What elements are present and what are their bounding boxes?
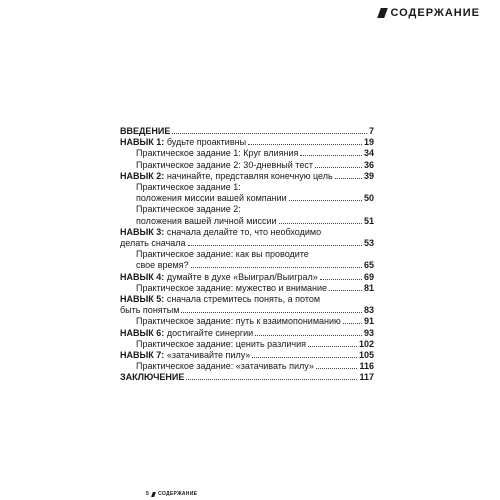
toc-dot-leader <box>316 368 358 369</box>
toc-entry-heading: НАВЫК 6: <box>120 327 165 338</box>
toc-entry-text: Практическое задание 2: <box>136 204 241 215</box>
toc-entry-label <box>136 339 306 350</box>
toc-dot-leader <box>289 200 362 201</box>
toc-entry <box>120 249 374 260</box>
toc-entry-text: делать сначала <box>120 238 186 249</box>
toc-entry <box>120 283 374 294</box>
page-number: 5 <box>146 491 150 497</box>
toc-entry <box>120 361 374 372</box>
toc-dot-leader <box>248 144 362 145</box>
toc-entry-text: Практическое задание: «затачивать пилу» <box>136 361 314 372</box>
toc-dot-leader <box>315 167 362 168</box>
toc-entry-label <box>120 328 253 339</box>
toc-page-number: 53 <box>363 238 374 249</box>
toc-entry-label <box>136 283 327 294</box>
toc-entry-label <box>120 126 170 137</box>
toc-entry-text: сначала делайте то, что необходимо <box>164 226 322 237</box>
toc-entry-text: думайте в духе «Выиграл/Выиграл» <box>164 271 318 282</box>
toc-entry-text: свое время? <box>136 260 189 271</box>
slash-mark-icon <box>378 8 389 18</box>
toc-entry-text: «затачивайте пилу» <box>164 350 251 361</box>
toc-entry-heading: ЗАКЛЮЧЕНИЕ <box>120 372 185 383</box>
toc-entry <box>120 238 374 249</box>
toc-entry <box>120 260 374 271</box>
toc-entry <box>120 148 374 159</box>
toc-page-number: 51 <box>363 215 374 226</box>
toc-entry-text: положения вашей личной миссии <box>136 215 277 226</box>
toc-page-number: 19 <box>363 137 374 148</box>
toc-entry-label <box>136 249 309 260</box>
toc-entry-label <box>120 350 250 361</box>
toc-entry <box>120 126 374 137</box>
toc-entry-text: Практическое задание 2: 30-дневный тест <box>136 159 313 170</box>
toc-entry-text: Практическое задание: ценить различия <box>136 338 306 349</box>
toc-page-number: 69 <box>363 271 374 282</box>
toc-page-number: 117 <box>359 372 374 383</box>
toc-dot-leader <box>343 323 362 324</box>
toc-page-number: 102 <box>358 338 374 349</box>
toc-page-number: 50 <box>363 193 374 204</box>
toc-entry-label <box>120 238 186 249</box>
toc-entry-label <box>136 182 241 193</box>
toc-entry-text: положения миссии вашей компании <box>136 193 287 204</box>
page-header <box>379 7 480 19</box>
toc-entry <box>120 137 374 148</box>
toc-entry-label <box>136 316 341 327</box>
section-title: СОДЕРЖАНИЕ <box>390 7 480 19</box>
toc-entry <box>120 305 374 316</box>
toc-entry-label <box>120 137 246 148</box>
toc-dot-leader <box>300 155 362 156</box>
toc-dot-leader <box>320 279 362 280</box>
toc-entry-text: начинайте, представляя конечную цель <box>164 170 333 181</box>
toc-entry <box>120 294 374 305</box>
toc-entry-heading: НАВЫК 4: <box>120 271 165 282</box>
toc-page-number: 36 <box>363 159 374 170</box>
toc-page-number: 81 <box>363 282 374 293</box>
toc-entry-text: Практическое задание: путь к взаимопониманию <box>136 316 341 327</box>
toc-entry-label <box>120 227 321 238</box>
toc-entry-heading: ВВЕДЕНИЕ <box>120 126 171 136</box>
toc-entry-text: Практическое задание: мужество и внимание <box>136 282 328 293</box>
toc-entry-heading: НАВЫК 3: <box>120 226 165 237</box>
toc-entry <box>120 372 374 383</box>
toc-dot-leader <box>308 346 357 347</box>
toc-entry-text: Практическое задание 1: <box>136 182 241 193</box>
toc-dot-leader <box>329 290 362 291</box>
slash-mark-icon <box>151 492 156 497</box>
toc-entry-label <box>136 148 298 159</box>
toc-page-number: 7 <box>368 126 374 136</box>
toc-entry-label <box>136 216 277 227</box>
toc-entry-label <box>136 204 241 215</box>
table-of-contents <box>120 126 374 384</box>
footer-title: СОДЕРЖАНИЕ <box>158 491 198 497</box>
toc-dot-leader <box>255 335 362 336</box>
toc-dot-leader <box>191 267 362 268</box>
toc-entry-label <box>120 372 184 383</box>
toc-entry-heading: НАВЫК 2: <box>120 170 165 181</box>
toc-entry <box>120 272 374 283</box>
toc-entry-label <box>120 171 333 182</box>
toc-entry <box>120 182 374 193</box>
toc-entry-heading: НАВЫК 7: <box>120 350 165 361</box>
toc-entry-text: быть понятым <box>120 305 180 316</box>
toc-entry-heading: НАВЫК 1: <box>120 137 165 148</box>
toc-page-number: 116 <box>359 361 374 372</box>
toc-dot-leader <box>186 379 357 380</box>
toc-entry <box>120 350 374 361</box>
toc-dot-leader <box>252 357 357 358</box>
toc-entry <box>120 160 374 171</box>
toc-page-number: 65 <box>363 260 374 271</box>
toc-entry <box>120 339 374 350</box>
toc-dot-leader <box>172 133 367 134</box>
toc-dot-leader <box>335 178 362 179</box>
toc-entry-text: сначала стремитесь понять, а потом <box>164 294 321 305</box>
toc-dot-leader <box>188 245 362 246</box>
toc-page-number: 34 <box>363 148 374 159</box>
toc-entry <box>120 171 374 182</box>
toc-entry-label <box>120 272 318 283</box>
toc-dot-leader <box>279 223 362 224</box>
toc-entry <box>120 227 374 238</box>
toc-entry <box>120 204 374 215</box>
toc-entry-label <box>136 160 313 171</box>
toc-entry-text: Практическое задание: как вы проводите <box>136 249 309 260</box>
toc-page-number: 83 <box>363 305 374 316</box>
toc-dot-leader <box>181 312 362 313</box>
toc-entry <box>120 316 374 327</box>
toc-page-number: 93 <box>363 327 374 338</box>
toc-page-number: 105 <box>358 350 374 361</box>
toc-entry <box>120 216 374 227</box>
toc-entry-heading: НАВЫК 5: <box>120 294 165 305</box>
toc-entry-text: Практическое задание 1: Круг влияния <box>136 148 299 159</box>
toc-entry-label <box>120 294 320 305</box>
page-footer <box>146 491 197 497</box>
toc-entry <box>120 328 374 339</box>
toc-page-number: 39 <box>363 170 374 181</box>
toc-entry-text: будьте проактивны <box>164 137 247 148</box>
toc-entry-label <box>120 305 179 316</box>
toc-page-number: 91 <box>363 316 374 327</box>
toc-entry-label <box>136 361 314 372</box>
toc-entry <box>120 193 374 204</box>
toc-entry-text: достигайте синергии <box>164 327 254 338</box>
toc-entry-label <box>136 193 287 204</box>
toc-entry-label <box>136 260 189 271</box>
